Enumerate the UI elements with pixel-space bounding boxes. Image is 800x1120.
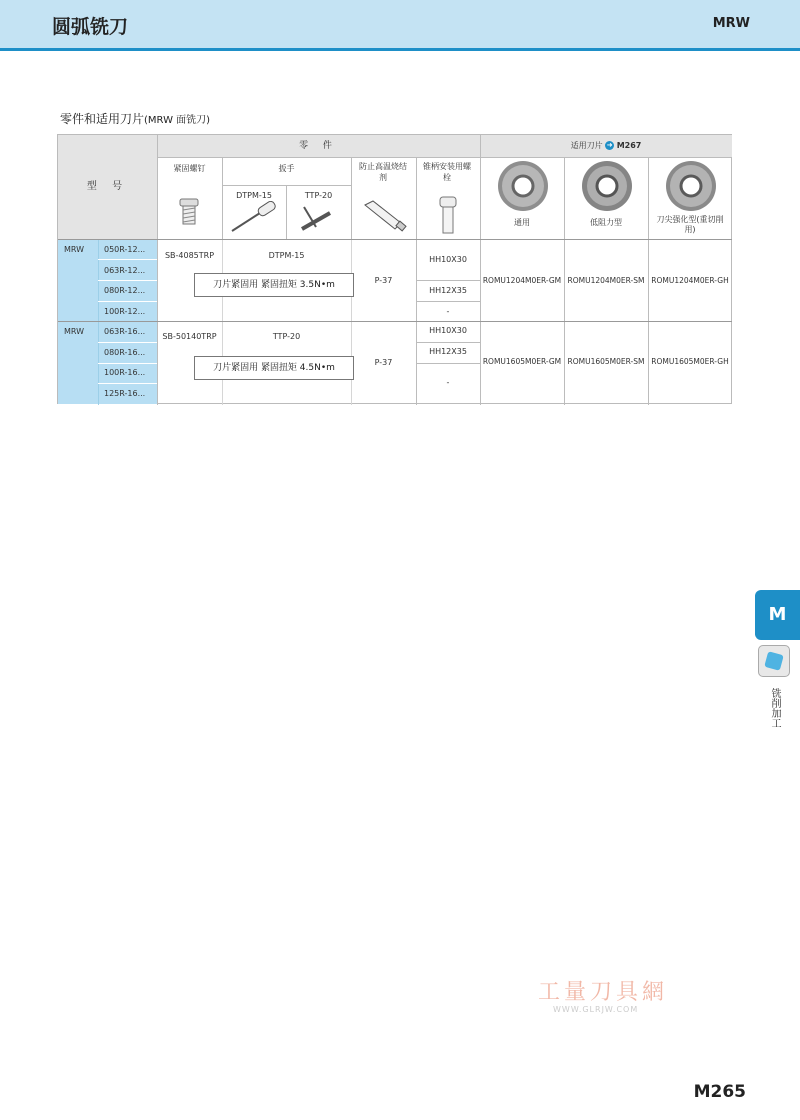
wrench-a-header: DTPM-15	[236, 191, 272, 200]
g1-model-2: 063R-12...	[104, 266, 146, 275]
section-title	[60, 110, 210, 127]
g1-model-3: 080R-12...	[104, 286, 146, 295]
inserts-header-ref: M267	[616, 141, 642, 150]
g1-insert-gm: ROMU1204M0ER-GM	[482, 276, 562, 285]
g1-bolt-2: HH12X35	[429, 286, 467, 295]
g2-antiseize: P-37	[374, 358, 393, 367]
insert-sm-header: 低阻力型	[590, 218, 622, 227]
g2-insert-gh: ROMU1605M0ER-GH	[651, 357, 729, 366]
product-code: MRW	[712, 16, 750, 31]
insert-gm-icon	[496, 160, 550, 212]
watermark-url: WWW.GLRJW.COM	[553, 1005, 639, 1014]
section-title-suffix: (MRW 面铣刀)	[144, 115, 211, 126]
inserts-header	[480, 135, 732, 157]
parts-table	[57, 134, 732, 404]
screwdriver-icon	[230, 201, 280, 235]
g2-model-2: 080R-16...	[104, 348, 146, 357]
g2-wrench: TTP-20	[272, 332, 301, 341]
screw-header: 紧固螺钉	[173, 164, 206, 173]
g1-screw: SB-4085TRP	[164, 251, 215, 260]
screw-icon	[176, 197, 202, 227]
g2-model-4: 125R-16...	[104, 389, 146, 398]
g1-insert-gh: ROMU1204M0ER-GH	[651, 276, 729, 285]
parts-header: 零 件	[157, 135, 480, 157]
page-number: M265	[693, 1082, 746, 1102]
header-rule	[0, 48, 800, 51]
watermark-text: 工量刀具網	[538, 980, 669, 1005]
bolt-header: 锥柄安装用螺栓	[423, 162, 471, 182]
g2-model-3: 100R-16...	[104, 368, 146, 377]
bolt-icon	[437, 195, 459, 235]
g2-insert-sm: ROMU1605M0ER-SM	[567, 357, 645, 366]
g2-series: MRW	[64, 327, 85, 336]
g1-model-4: 100R-12...	[104, 307, 146, 316]
g2-bolt-1: HH10X30	[429, 326, 467, 335]
g1-torque: 刀片紧固用 紧固扭矩 3.5N•m	[194, 273, 354, 297]
insert-gm-header: 通用	[514, 218, 530, 227]
g2-torque: 刀片紧固用 紧固扭矩 4.5N•m	[194, 356, 354, 380]
inserts-header-label: 适用刀片	[570, 141, 603, 150]
g1-insert-sm: ROMU1204M0ER-SM	[567, 276, 645, 285]
g1-series: MRW	[64, 245, 85, 254]
g2-insert-gm: ROMU1605M0ER-GM	[482, 357, 562, 366]
g1-antiseize: P-37	[374, 276, 393, 285]
arrow-icon: ➜	[606, 141, 613, 149]
page-title: 圆弧铣刀	[52, 16, 129, 38]
insert-sm-icon	[580, 160, 634, 212]
t-wrench-icon	[298, 199, 338, 235]
g2-model-1: 063R-16...	[104, 327, 146, 336]
wrench-header: 扳手	[278, 164, 295, 173]
insert-gh-icon	[664, 160, 718, 212]
insert-gh-header: 刀尖强化型(重切削用)	[656, 215, 724, 234]
antiseize-header: 防止高温烧结剂	[359, 162, 407, 182]
section-tab-m[interactable]: M	[755, 590, 800, 640]
g1-bolt-1: HH10X30	[429, 255, 467, 264]
g2-screw: SB-50140TRP	[162, 332, 217, 341]
model-header: 型 号	[58, 135, 157, 239]
section-tab-label: 铣削加工	[769, 688, 780, 728]
wrench-b-header: TTP-20	[304, 191, 333, 200]
g2-bolt-3: -	[446, 378, 450, 387]
paste-tube-icon	[361, 197, 409, 233]
g1-bolt-3: -	[446, 307, 450, 316]
g2-bolt-2: HH12X35	[429, 347, 467, 356]
section-title-text: 零件和适用刀片	[60, 112, 145, 126]
g1-wrench: DTPM-15	[268, 251, 305, 260]
g1-model-1: 050R-12...	[104, 245, 146, 254]
milling-icon	[758, 645, 790, 677]
